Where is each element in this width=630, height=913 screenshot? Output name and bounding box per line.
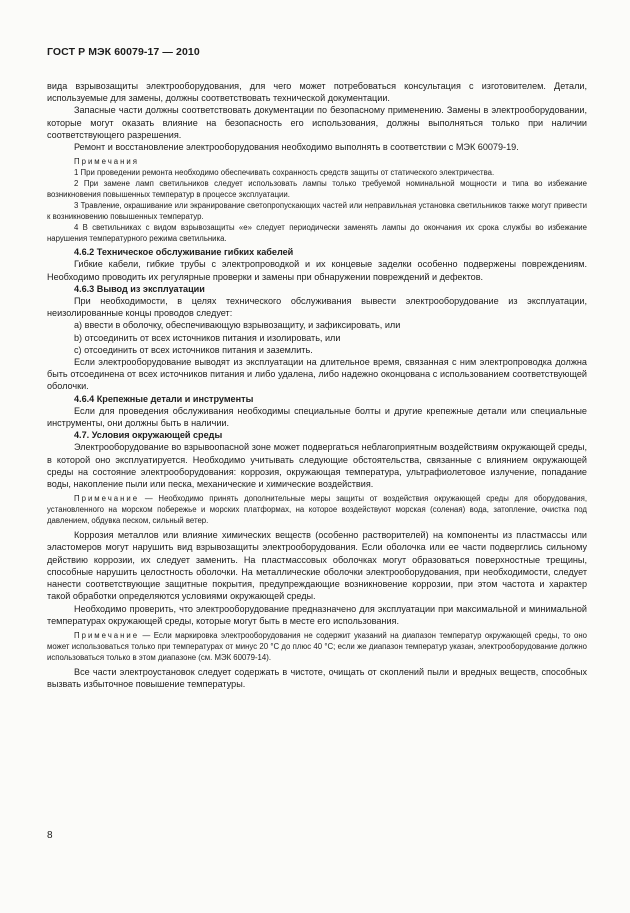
- note-item: 4 В светильниках с видом взрывозащиты «e» следует периодически заменять лампы до окончания их срока службы во избежание нарушения температурного режима светильника.: [47, 223, 587, 244]
- list-item: c) отсоединить от всех источников питания и заземлить.: [74, 344, 313, 355]
- document-body: [47, 80, 587, 690]
- paragraph: Запасные части должны соответствовать документации по безопасному применению. Замены в электрооборудовании, которые могут оказать влияние на безопасность его использования, должны выполняться только при наличии соответствующего разрешения.: [47, 105, 587, 140]
- paragraph: Необходимо проверить, что электрооборудование предназначено для эксплуатации при максимальной и минимальной температурах окружающей среды, которые могут быть в месте его использования.: [47, 603, 587, 626]
- page-number: 8: [47, 830, 53, 841]
- paragraph: Коррозия металлов или влияние химических веществ (особенно растворителей) на компоненты из пластмассы или эластомеров могут нарушить вид взрывозащиты электрооборудования. Если оболочка или ее части подверглись сильному действию коррозии, их следует заменить. На пластмассовых оболочках могут образоваться поверхностные трещины, способные нарушить целостность оболочки. На металлические оболочки электрооборудования, при необходимости, следует нанести соответствующие защитные покрытия, предупреждающие возникновение коррозии, при этом частота и характер такой обработки определяются условиями окружающей среды.: [47, 530, 587, 602]
- note-item: [47, 630, 587, 663]
- note-item: 3 Травление, окрашивание или экранирование светопропускающих частей или неправильная установка светильников также могут привести к возникновению повышенных температур.: [47, 201, 587, 222]
- notes-label: Примечания: [74, 157, 140, 167]
- paragraph: Все части электроустановок следует содержать в чистоте, очищать от скоплений пыли и вредных веществ, способных вызвать избыточное повышение температуры.: [47, 666, 587, 690]
- paragraph: Ремонт и восстановление электрооборудования необходимо выполнять в соответствии с МЭК 60079-19.: [74, 142, 519, 153]
- note-block: [47, 630, 587, 663]
- note-text: — Если маркировка электрооборудования не содержит указаний на диапазон температур окружающей среды, то оно может использоваться только при температурах от минус 20 °С до плюс 40 °С; если же диапазон температур указан, электрооборудование должно использоваться только в этом диапазоне (см. МЭК 60079-14).: [47, 630, 587, 662]
- section-heading: 4.7. Условия окружающей среды: [74, 430, 223, 441]
- section-heading: 4.6.4 Крепежные детали и инструменты: [74, 393, 254, 404]
- list-item: b) отсоединить от всех источников питания и изолировать, или: [74, 332, 341, 343]
- note-label: Примечание: [74, 630, 140, 640]
- note-text: — Необходимо принять дополнительные меры защиты от воздействия окружающей среды для оборудования, установленного на морском побережье и морских платформах, на которое воздействуют морская (соленая) вода, затопление, очистка под давлением, обдувка песком, сильный ветер.: [47, 494, 587, 526]
- list: [47, 319, 587, 356]
- page-header: ГОСТ Р МЭК 60079-17 — 2010: [47, 46, 200, 58]
- paragraph: Если электрооборудование выводят из эксплуатации на длительное время, связанная с ним электропроводка должна быть отсоединена от всех источников питания и либо удалена, либо надежно оконцована с использованием соответствующей оболочки.: [47, 357, 587, 392]
- paragraph: Электрооборудование во взрывоопасной зоне может подвергаться неблагоприятным воздействиям окружающей среды, в которой оно эксплуатируется. Необходимо учитывать следующие обстоятельства, связанные с влиянием окружающей среды на состояние электрооборудования: коррозия, окружающая температура, ультрафиолетовое излучение, попадание воды, накопление пыли или песка, механические и химические воздействия.: [47, 442, 587, 490]
- paragraph: Гибкие кабели, гибкие трубы с электропроводкой и их концевые заделки особенно подвержены повреждениям. Необходимо проводить их регулярные проверки и замены при обнаружении повреждений и дефектов.: [47, 259, 587, 282]
- section-heading: 4.6.3 Вывод из эксплуатации: [74, 283, 205, 294]
- note-label: Примечание: [74, 494, 140, 504]
- list-item: a) ввести в оболочку, обеспечивающую взрывозащиту, и зафиксировать, или: [74, 320, 401, 331]
- notes-block: [47, 156, 587, 244]
- paragraph: вида взрывозащиты электрооборудования, для чего может потребоваться консультация с изготовителем. Детали, используемые для замены, должны соответствовать технической документации.: [47, 81, 587, 104]
- note-item: 2 При замене ламп светильников следует использовать лампы только требуемой номинальной мощности и типа во избежание возникновения повышенных температур в процессе эксплуатации.: [47, 179, 587, 200]
- paragraph: При необходимости, в целях технического обслуживания вывести электрооборудование из эксплуатации, неизолированные концы проводов следует:: [47, 296, 587, 319]
- paragraph: Если для проведения обслуживания необходимы специальные болты и другие крепежные детали или специальные инструменты, они должны быть в наличии.: [47, 405, 587, 429]
- note-item: 1 При проведении ремонта необходимо обеспечивать сохранность средств защиты от статического электричества.: [74, 168, 495, 178]
- section-heading: 4.6.2 Техническое обслуживание гибких кабелей: [74, 247, 294, 258]
- note-block: [47, 493, 587, 526]
- note-item: [47, 493, 587, 526]
